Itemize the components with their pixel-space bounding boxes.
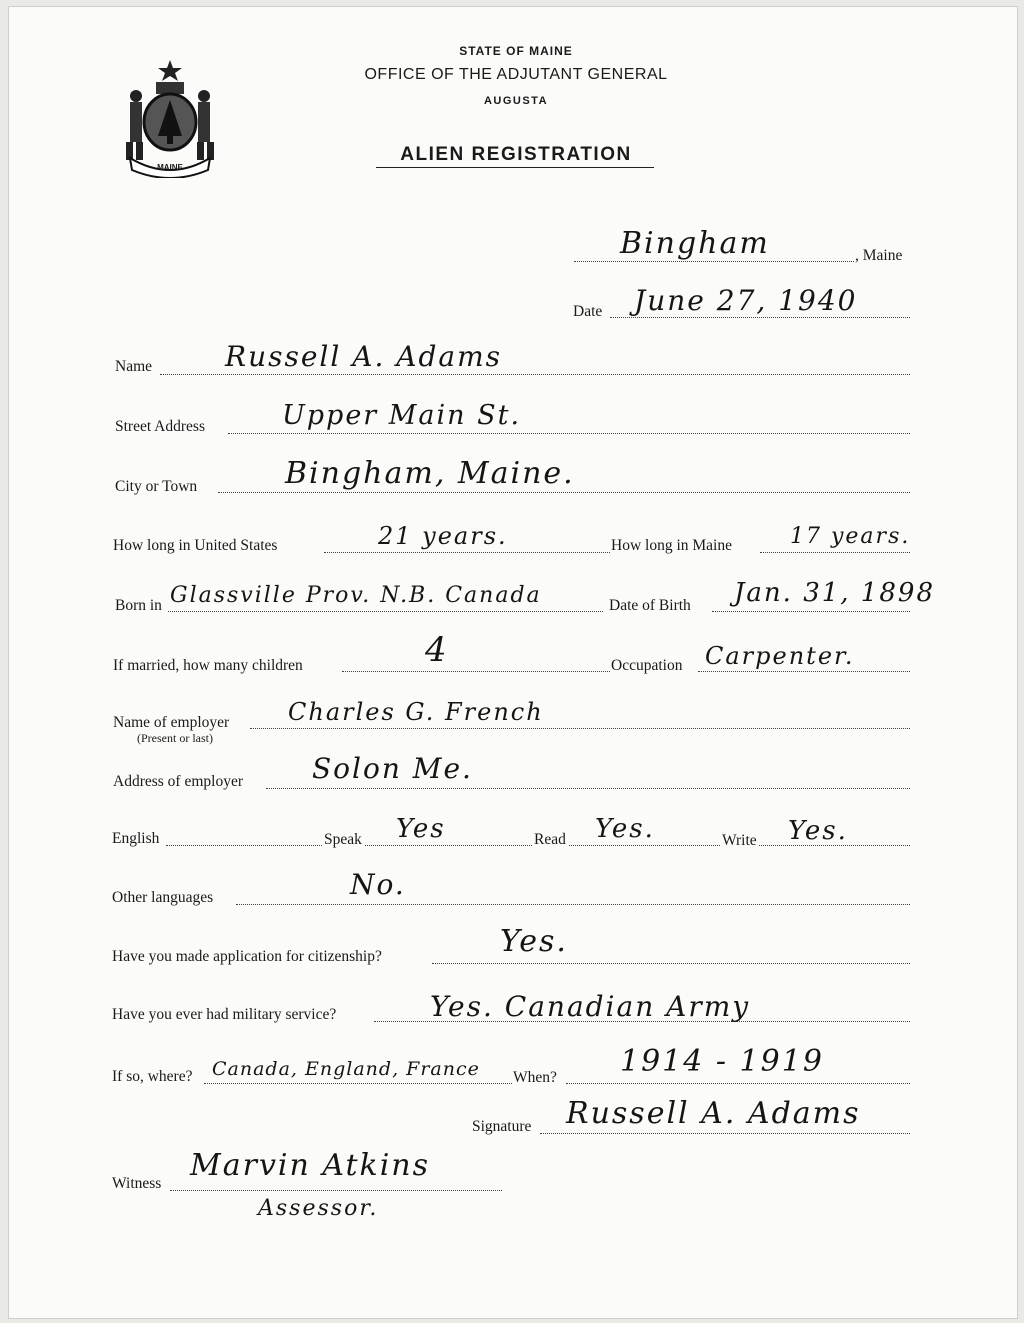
header-city: AUGUSTA — [483, 95, 549, 107]
how-long-us-line — [324, 552, 610, 553]
where-value: Canada, England, France — [212, 1058, 480, 1080]
military-value: Yes. Canadian Army — [430, 990, 751, 1023]
witness-line — [170, 1190, 502, 1191]
date-of-birth-label: Date of Birth — [609, 597, 691, 614]
street-address-line — [228, 433, 910, 434]
military-label: Have you ever had military service? — [112, 1006, 337, 1023]
born-in-label: Born in — [115, 597, 162, 614]
seal-banner-text: MAINE — [157, 163, 183, 172]
place-line — [574, 261, 854, 262]
street-address-value: Upper Main St. — [282, 400, 522, 431]
how-long-maine-label: How long in Maine — [611, 537, 732, 554]
occupation-label: Occupation — [611, 657, 683, 674]
speak-value: Yes — [396, 814, 446, 844]
write-label: Write — [722, 832, 757, 849]
citizenship-label: Have you made application for citizenship? — [112, 948, 382, 965]
date-of-birth-line — [712, 611, 910, 612]
write-value: Yes. — [788, 816, 848, 846]
name-line — [160, 374, 910, 375]
header-state: STATE OF MAINE — [459, 44, 573, 58]
city-line — [218, 492, 910, 493]
signature-line — [540, 1133, 910, 1134]
witness-signature: Marvin Atkins — [190, 1148, 431, 1183]
date-value: June 27, 1940 — [634, 284, 858, 317]
occupation-value: Carpenter. — [705, 642, 855, 670]
header-office: OFFICE OF THE ADJUTANT GENERAL — [364, 66, 668, 83]
city-value: Bingham, Maine. — [285, 456, 575, 491]
occupation-line — [698, 671, 910, 672]
date-line — [610, 317, 910, 318]
citizenship-value: Yes. — [500, 924, 568, 959]
other-languages-label: Other languages — [112, 889, 214, 906]
english-label: English — [112, 830, 160, 847]
where-line — [204, 1083, 512, 1084]
employer-address-label: Address of employer — [113, 773, 243, 790]
witness-title: Assessor. — [258, 1196, 379, 1221]
children-value: 4 — [425, 630, 449, 670]
how-long-us-value: 21 years. — [378, 522, 508, 550]
how-long-maine-value: 17 years. — [790, 524, 911, 549]
when-line — [566, 1083, 910, 1084]
born-in-value: Glassville Prov. N.B. Canada — [170, 583, 542, 608]
employer-name-value: Charles G. French — [288, 698, 544, 726]
speak-label: Speak — [324, 831, 362, 848]
place-suffix: , Maine — [855, 247, 903, 264]
read-label: Read — [534, 831, 566, 848]
employer-name-sublabel: (Present or last) — [137, 731, 213, 745]
signature-value: Russell A. Adams — [566, 1096, 861, 1131]
employer-address-line — [266, 788, 910, 789]
employer-address-value: Solon Me. — [312, 752, 473, 785]
witness-label: Witness — [112, 1175, 162, 1192]
other-languages-value: No. — [350, 868, 406, 901]
other-languages-line — [236, 904, 910, 905]
citizenship-line — [432, 963, 910, 964]
where-label: If so, where? — [112, 1068, 193, 1085]
how-long-maine-line — [760, 552, 910, 553]
when-value: 1914 - 1919 — [620, 1044, 824, 1079]
signature-label: Signature — [472, 1118, 532, 1135]
when-label: When? — [513, 1069, 557, 1086]
born-in-line — [168, 611, 603, 612]
date-label: Date — [573, 303, 603, 320]
children-line — [342, 671, 610, 672]
date-of-birth-value: Jan. 31, 1898 — [734, 578, 935, 608]
how-long-us-label: How long in United States — [113, 537, 278, 554]
title-underline — [376, 167, 654, 168]
children-label: If married, how many children — [113, 657, 303, 674]
name-value: Russell A. Adams — [225, 340, 503, 373]
employer-name-label: Name of employer — [113, 714, 230, 731]
read-value: Yes. — [595, 814, 655, 844]
street-address-label: Street Address — [115, 418, 205, 435]
city-label: City or Town — [115, 478, 198, 495]
place-value: Bingham — [620, 226, 770, 261]
employer-name-line — [250, 728, 910, 729]
name-label: Name — [115, 358, 153, 375]
form-title: ALIEN REGISTRATION — [400, 144, 632, 165]
